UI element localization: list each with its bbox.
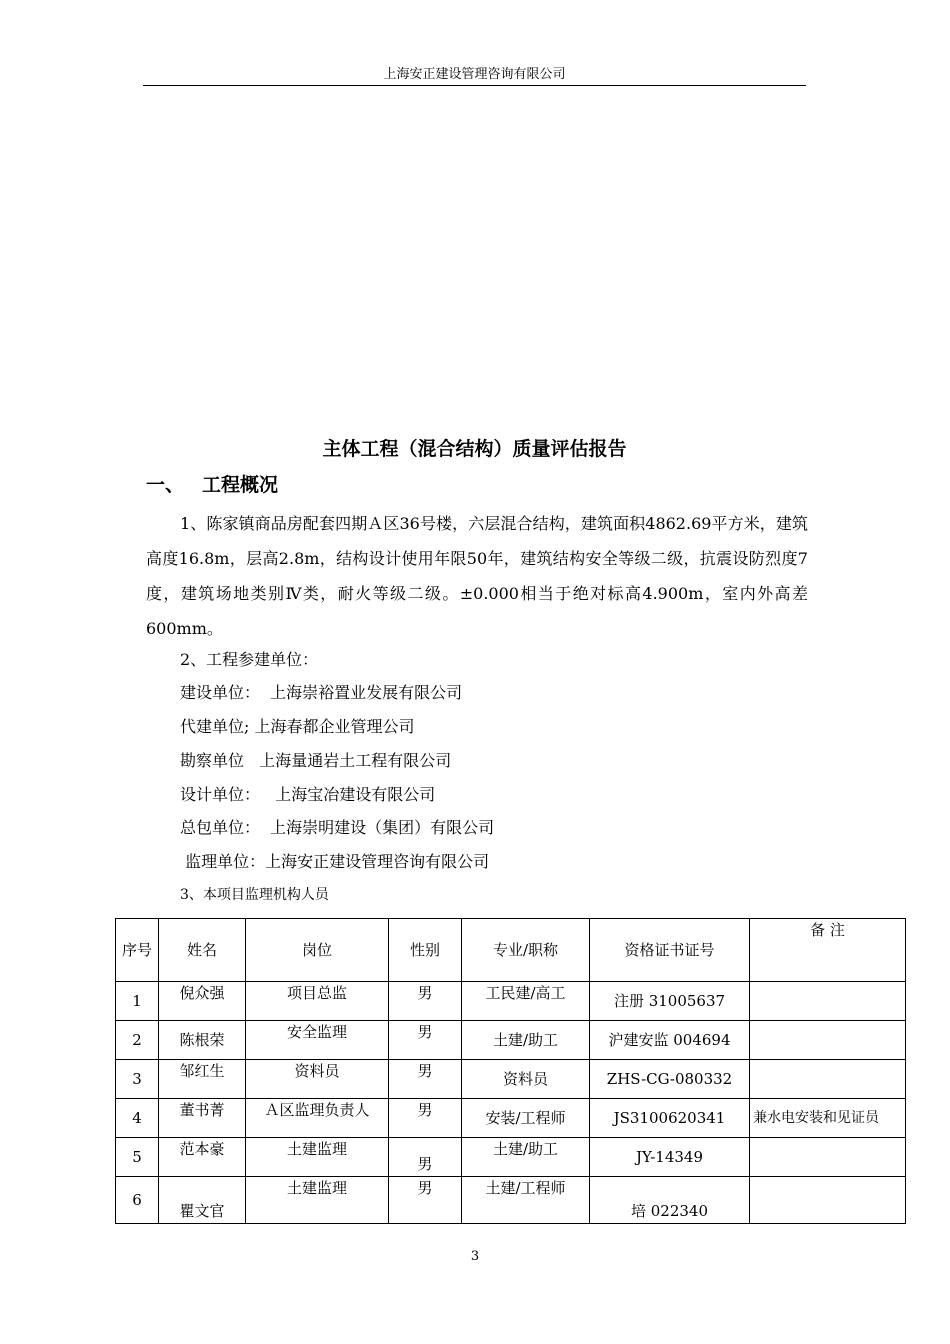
cell-post: Ａ区监理负责人 xyxy=(246,1099,389,1138)
cell-post: 安全监理 xyxy=(246,1021,389,1060)
cell-major: 工民建/高工 xyxy=(462,982,590,1021)
cell-seq: 5 xyxy=(116,1138,159,1177)
header-cert: 资格证书证号 xyxy=(590,919,750,982)
cell-cert: 沪建安监 004694 xyxy=(590,1021,750,1060)
header-name: 姓名 xyxy=(159,919,246,982)
cell-remark xyxy=(750,1021,906,1060)
cell-seq: 2 xyxy=(116,1021,159,1060)
cell-cert: JS3100620341 xyxy=(590,1099,750,1138)
cell-remark xyxy=(750,1177,906,1224)
cell-remark xyxy=(750,1060,906,1099)
table-header-row xyxy=(116,919,906,982)
cell-name: 董书菁 xyxy=(159,1099,246,1138)
cell-cert: JY-14349 xyxy=(590,1138,750,1177)
section-heading xyxy=(146,472,278,498)
section-title: 工程概况 xyxy=(202,474,279,496)
participant-line: 建设单位： 上海崇裕置业发展有限公司 xyxy=(180,683,463,702)
cell-post: 土建监理 xyxy=(246,1138,389,1177)
header-gender: 性别 xyxy=(389,919,462,982)
cell-seq: 4 xyxy=(116,1099,159,1138)
cell-post: 土建监理 xyxy=(246,1177,389,1224)
cell-cert: ZHS-CG-080332 xyxy=(590,1060,750,1099)
cell-major: 土建/工程师 xyxy=(462,1177,590,1224)
table-row xyxy=(116,982,906,1021)
cell-name: 陈根荣 xyxy=(159,1021,246,1060)
report-title: 主体工程（混合结构）质量评估报告 xyxy=(322,438,627,460)
cell-gender: 男 xyxy=(389,982,462,1021)
cell-remark xyxy=(750,1138,906,1177)
participants-heading: 2、工程参建单位： xyxy=(180,650,319,669)
cell-seq: 1 xyxy=(116,982,159,1021)
cell-post: 项目总监 xyxy=(246,982,389,1021)
section-number: 一、 xyxy=(146,474,185,496)
table-row xyxy=(116,1138,906,1177)
header-post: 岗位 xyxy=(246,919,389,982)
overview-paragraph: 1、陈家镇商品房配套四期Ａ区36号楼，六层混合结构，建筑面积4862.69平方米，建筑高度16.8m，层高2.8m，结构设计使用年限50年，建筑结构安全等级二级，抗震设防烈度7度，建筑场地类别Ⅳ类，耐火等级二级。±0.000相当于绝对标高4.900m，室内外高差600mm。 xyxy=(146,514,808,638)
participant-line: 勘察单位 上海量通岩土工程有限公司 xyxy=(180,751,452,770)
table-row xyxy=(116,1099,906,1138)
cell-gender: 男 xyxy=(389,1138,462,1177)
cell-gender: 男 xyxy=(389,1021,462,1060)
cell-name: 瞿文官 xyxy=(159,1177,246,1224)
cell-name: 范本豪 xyxy=(159,1138,246,1177)
staff-heading: 3、本项目监理机构人员 xyxy=(180,887,329,903)
cell-post: 资料员 xyxy=(246,1060,389,1099)
table-row xyxy=(116,1021,906,1060)
cell-cert: 注册 31005637 xyxy=(590,982,750,1021)
header-seq: 序号 xyxy=(116,919,159,982)
participant-line: 监理单位：上海安正建设管理咨询有限公司 xyxy=(180,852,490,871)
participant-line: 总包单位： 上海崇明建设（集团）有限公司 xyxy=(180,818,495,837)
cell-major: 安装/工程师 xyxy=(462,1099,590,1138)
cell-seq: 3 xyxy=(116,1060,159,1099)
staff-table xyxy=(115,918,906,1224)
header-major: 专业/职称 xyxy=(462,919,590,982)
page-header: 上海安正建设管理咨询有限公司 xyxy=(383,67,566,82)
cell-remark xyxy=(750,982,906,1021)
cell-name: 倪众强 xyxy=(159,982,246,1021)
page-number: 3 xyxy=(470,1249,480,1264)
table-row xyxy=(116,1060,906,1099)
cell-remark: 兼水电安装和见证员 xyxy=(750,1099,906,1138)
cell-gender: 男 xyxy=(389,1060,462,1099)
cell-gender: 男 xyxy=(389,1177,462,1224)
participant-line: 设计单位： 上海宝冶建设有限公司 xyxy=(180,785,436,804)
cell-major: 土建/助工 xyxy=(462,1021,590,1060)
cell-seq: 6 xyxy=(116,1177,159,1224)
cell-gender: 男 xyxy=(389,1099,462,1138)
cell-cert: 培 022340 xyxy=(590,1177,750,1224)
header-rule xyxy=(143,85,806,86)
header-remark: 备 注 xyxy=(750,919,906,982)
cell-major: 土建/助工 xyxy=(462,1138,590,1177)
cell-major: 资料员 xyxy=(462,1060,590,1099)
participant-line: 代建单位; 上海春都企业管理公司 xyxy=(180,717,415,736)
table-row xyxy=(116,1177,906,1224)
cell-name: 邹红生 xyxy=(159,1060,246,1099)
